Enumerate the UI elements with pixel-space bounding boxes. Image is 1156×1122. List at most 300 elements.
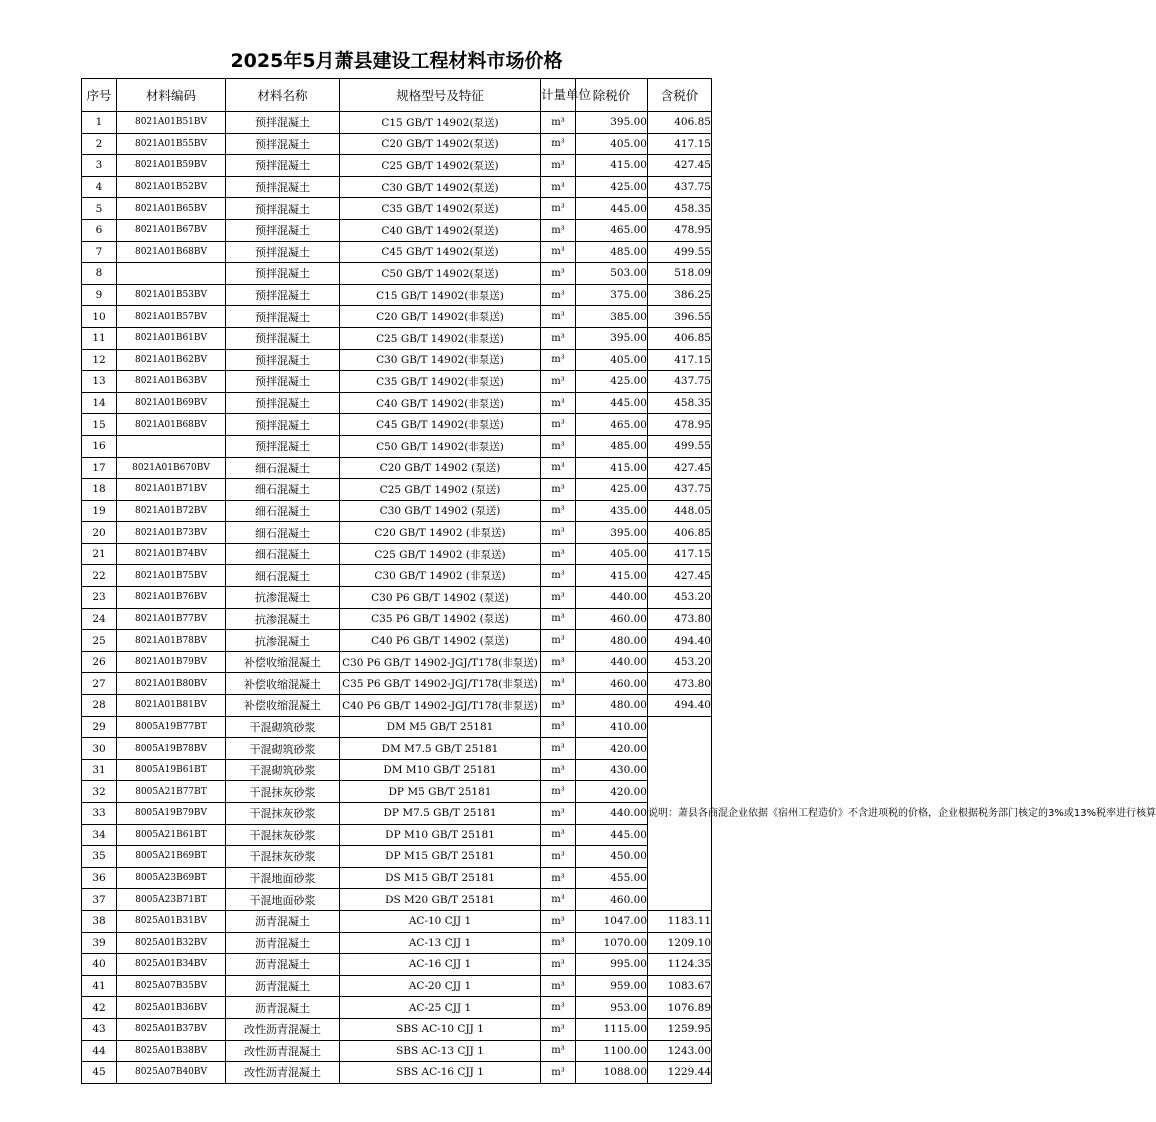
row-material-name: 预拌混凝土 — [226, 284, 340, 306]
table-row — [82, 392, 712, 414]
row-seq: 35 — [82, 846, 117, 868]
row-code: 8025A01B34BV — [117, 954, 226, 976]
row-price-ex: 460.00 — [576, 608, 648, 630]
row-price-ex: 450.00 — [576, 846, 648, 868]
row-seq: 18 — [82, 479, 117, 501]
table-row — [82, 306, 712, 328]
row-unit: m³ — [541, 759, 576, 781]
row-spec: C30 GB/T 14902 (非泵送) — [340, 565, 541, 587]
table-row — [82, 435, 712, 457]
row-unit: m³ — [541, 371, 576, 393]
table-row — [82, 500, 712, 522]
row-unit: m³ — [541, 479, 576, 501]
row-seq: 16 — [82, 435, 117, 457]
table-row — [82, 284, 712, 306]
row-price-ex: 410.00 — [576, 716, 648, 738]
row-code: 8021A01B67BV — [117, 219, 226, 241]
table-row — [82, 112, 712, 134]
row-code: 8021A01B62BV — [117, 349, 226, 371]
row-price-ex: 959.00 — [576, 975, 648, 997]
row-material-name: 补偿收缩混凝土 — [226, 673, 340, 695]
row-price-ex: 465.00 — [576, 219, 648, 241]
row-price-ex: 395.00 — [576, 112, 648, 134]
header-code: 材料编码 — [117, 79, 226, 112]
row-price-inc: 1259.95 — [648, 1018, 712, 1040]
row-unit: m³ — [541, 392, 576, 414]
row-price-inc: 473.80 — [648, 608, 712, 630]
row-code: 8021A01B81BV — [117, 695, 226, 717]
table-row — [82, 457, 712, 479]
table-row — [82, 975, 712, 997]
row-seq: 2 — [82, 133, 117, 155]
row-material-name: 预拌混凝土 — [226, 414, 340, 436]
row-price-ex: 445.00 — [576, 824, 648, 846]
row-spec: C45 GB/T 14902(非泵送) — [340, 414, 541, 436]
row-spec: DM M7.5 GB/T 25181 — [340, 738, 541, 760]
row-spec: C30 GB/T 14902 (泵送) — [340, 500, 541, 522]
row-code: 8021A01B69BV — [117, 392, 226, 414]
row-unit: m³ — [541, 500, 576, 522]
row-price-ex: 503.00 — [576, 263, 648, 285]
row-seq: 33 — [82, 803, 117, 825]
row-spec: C40 P6 GB/T 14902-JGJ/T178(非泵送) — [340, 695, 541, 717]
table-row — [82, 543, 712, 565]
row-code: 8021A01B65BV — [117, 198, 226, 220]
row-spec: C30 GB/T 14902(泵送) — [340, 176, 541, 198]
row-price-inc: 437.75 — [648, 479, 712, 501]
table-row — [82, 414, 712, 436]
row-price-ex: 415.00 — [576, 565, 648, 587]
row-price-inc: 499.55 — [648, 435, 712, 457]
row-seq: 3 — [82, 155, 117, 177]
row-price-ex: 995.00 — [576, 954, 648, 976]
table-row — [82, 997, 712, 1019]
row-code: 8025A01B31BV — [117, 910, 226, 932]
row-spec: C40 GB/T 14902(泵送) — [340, 219, 541, 241]
table-row — [82, 1062, 712, 1084]
row-price-ex: 460.00 — [576, 889, 648, 911]
row-price-inc: 1076.89 — [648, 997, 712, 1019]
row-price-inc: 478.95 — [648, 414, 712, 436]
row-spec: C30 P6 GB/T 14902-JGJ/T178(非泵送) — [340, 651, 541, 673]
row-spec: DS M20 GB/T 25181 — [340, 889, 541, 911]
row-spec: C40 GB/T 14902(非泵送) — [340, 392, 541, 414]
row-price-ex: 1100.00 — [576, 1040, 648, 1062]
row-unit: m³ — [541, 975, 576, 997]
row-material-name: 细石混凝土 — [226, 500, 340, 522]
row-seq: 45 — [82, 1062, 117, 1084]
row-price-ex: 445.00 — [576, 198, 648, 220]
row-material-name: 预拌混凝土 — [226, 176, 340, 198]
row-price-ex: 385.00 — [576, 306, 648, 328]
row-spec: C50 GB/T 14902(泵送) — [340, 263, 541, 285]
row-unit: m³ — [541, 457, 576, 479]
table-row — [82, 716, 712, 738]
row-material-name: 沥青混凝土 — [226, 954, 340, 976]
row-material-name: 抗渗混凝土 — [226, 587, 340, 609]
row-price-ex: 440.00 — [576, 803, 648, 825]
row-spec: C35 GB/T 14902(非泵送) — [340, 371, 541, 393]
row-material-name: 预拌混凝土 — [226, 371, 340, 393]
row-price-ex: 445.00 — [576, 392, 648, 414]
row-price-inc: 417.15 — [648, 543, 712, 565]
row-unit: m³ — [541, 932, 576, 954]
row-price-inc: 458.35 — [648, 198, 712, 220]
row-price-inc: 1243.00 — [648, 1040, 712, 1062]
row-spec: SBS AC-10 CJJ 1 — [340, 1018, 541, 1040]
table-row — [82, 846, 712, 868]
row-seq: 37 — [82, 889, 117, 911]
row-seq: 5 — [82, 198, 117, 220]
row-spec: C20 GB/T 14902(泵送) — [340, 133, 541, 155]
row-price-ex: 415.00 — [576, 457, 648, 479]
row-spec: DM M5 GB/T 25181 — [340, 716, 541, 738]
row-price-inc: 437.75 — [648, 371, 712, 393]
row-code: 8021A01B75BV — [117, 565, 226, 587]
row-seq: 13 — [82, 371, 117, 393]
row-seq: 36 — [82, 867, 117, 889]
row-spec: C30 P6 GB/T 14902 (泵送) — [340, 587, 541, 609]
row-spec: C20 GB/T 14902(非泵送) — [340, 306, 541, 328]
row-price-ex: 420.00 — [576, 781, 648, 803]
tax-note: 说明：萧县各商混企业依据《宿州工程造价》不含进项税的价格，企业根据税务部门核定的3%或13%税率进行核算 — [648, 716, 712, 910]
row-spec: C35 GB/T 14902(泵送) — [340, 198, 541, 220]
row-unit: m³ — [541, 349, 576, 371]
row-seq: 4 — [82, 176, 117, 198]
row-code: 8021A01B72BV — [117, 500, 226, 522]
row-seq: 42 — [82, 997, 117, 1019]
row-seq: 12 — [82, 349, 117, 371]
row-price-ex: 460.00 — [576, 673, 648, 695]
row-spec: DM M10 GB/T 25181 — [340, 759, 541, 781]
row-unit: m³ — [541, 1062, 576, 1084]
row-material-name: 沥青混凝土 — [226, 975, 340, 997]
row-code: 8021A01B68BV — [117, 414, 226, 436]
row-material-name: 抗渗混凝土 — [226, 608, 340, 630]
row-unit: m³ — [541, 997, 576, 1019]
row-price-ex: 455.00 — [576, 867, 648, 889]
row-unit: m³ — [541, 630, 576, 652]
row-price-inc: 494.40 — [648, 695, 712, 717]
row-material-name: 沥青混凝土 — [226, 910, 340, 932]
row-seq: 40 — [82, 954, 117, 976]
row-material-name: 改性沥青混凝土 — [226, 1040, 340, 1062]
row-price-ex: 440.00 — [576, 587, 648, 609]
row-seq: 44 — [82, 1040, 117, 1062]
row-material-name: 预拌混凝土 — [226, 349, 340, 371]
table-row — [82, 1040, 712, 1062]
row-unit: m³ — [541, 522, 576, 544]
row-spec: C15 GB/T 14902(泵送) — [340, 112, 541, 134]
row-code: 8021A01B77BV — [117, 608, 226, 630]
row-price-ex: 1115.00 — [576, 1018, 648, 1040]
row-code: 8005A21B61BT — [117, 824, 226, 846]
row-price-inc: 453.20 — [648, 587, 712, 609]
row-material-name: 抗渗混凝土 — [226, 630, 340, 652]
row-material-name: 干混砌筑砂浆 — [226, 738, 340, 760]
table-row — [82, 630, 712, 652]
row-price-ex: 375.00 — [576, 284, 648, 306]
row-seq: 19 — [82, 500, 117, 522]
row-material-name: 预拌混凝土 — [226, 133, 340, 155]
row-material-name: 预拌混凝土 — [226, 198, 340, 220]
row-unit: m³ — [541, 543, 576, 565]
row-material-name: 预拌混凝土 — [226, 306, 340, 328]
table-row — [82, 198, 712, 220]
row-code: 8005A19B78BV — [117, 738, 226, 760]
row-price-inc: 417.15 — [648, 349, 712, 371]
row-spec: C35 P6 GB/T 14902-JGJ/T178(非泵送) — [340, 673, 541, 695]
row-code: 8021A01B78BV — [117, 630, 226, 652]
row-code: 8025A01B32BV — [117, 932, 226, 954]
table-row — [82, 176, 712, 198]
row-spec: C45 GB/T 14902(泵送) — [340, 241, 541, 263]
row-spec: C25 GB/T 14902 (非泵送) — [340, 543, 541, 565]
table-row — [82, 759, 712, 781]
row-spec: AC-13 CJJ 1 — [340, 932, 541, 954]
row-price-ex: 485.00 — [576, 241, 648, 263]
row-unit: m³ — [541, 673, 576, 695]
row-price-ex: 440.00 — [576, 651, 648, 673]
row-seq: 32 — [82, 781, 117, 803]
row-spec: C30 GB/T 14902(非泵送) — [340, 349, 541, 371]
table-row — [82, 349, 712, 371]
row-material-name: 细石混凝土 — [226, 479, 340, 501]
row-price-inc: 1229.44 — [648, 1062, 712, 1084]
row-code: 8021A01B63BV — [117, 371, 226, 393]
row-price-inc: 427.45 — [648, 457, 712, 479]
row-spec: C25 GB/T 14902 (泵送) — [340, 479, 541, 501]
row-spec: DP M7.5 GB/T 25181 — [340, 803, 541, 825]
row-code: 8005A19B61BT — [117, 759, 226, 781]
row-code: 8005A21B77BT — [117, 781, 226, 803]
row-unit: m³ — [541, 112, 576, 134]
row-price-ex: 485.00 — [576, 435, 648, 457]
row-price-inc: 458.35 — [648, 392, 712, 414]
row-material-name: 细石混凝土 — [226, 565, 340, 587]
table-row — [82, 263, 712, 285]
row-seq: 38 — [82, 910, 117, 932]
row-unit: m³ — [541, 651, 576, 673]
row-spec: SBS AC-16 CJJ 1 — [340, 1062, 541, 1084]
header-name: 材料名称 — [226, 79, 340, 112]
row-spec: C20 GB/T 14902 (泵送) — [340, 457, 541, 479]
row-price-inc: 494.40 — [648, 630, 712, 652]
table-row — [82, 608, 712, 630]
row-unit: m³ — [541, 176, 576, 198]
row-code: 8021A01B55BV — [117, 133, 226, 155]
row-seq: 25 — [82, 630, 117, 652]
row-price-inc: 453.20 — [648, 651, 712, 673]
row-material-name: 干混砌筑砂浆 — [226, 716, 340, 738]
row-seq: 15 — [82, 414, 117, 436]
table-row — [82, 587, 712, 609]
row-spec: AC-20 CJJ 1 — [340, 975, 541, 997]
row-code: 8021A01B52BV — [117, 176, 226, 198]
row-price-inc: 417.15 — [648, 133, 712, 155]
row-code: 8005A23B69BT — [117, 867, 226, 889]
table-row — [82, 910, 712, 932]
table-row — [82, 565, 712, 587]
row-seq: 11 — [82, 327, 117, 349]
row-seq: 29 — [82, 716, 117, 738]
table-row — [82, 327, 712, 349]
row-code: 8021A01B670BV — [117, 457, 226, 479]
row-unit: m³ — [541, 846, 576, 868]
row-price-ex: 405.00 — [576, 133, 648, 155]
row-unit: m³ — [541, 198, 576, 220]
row-code: 8021A01B51BV — [117, 112, 226, 134]
row-material-name: 干混抹灰砂浆 — [226, 846, 340, 868]
row-seq: 10 — [82, 306, 117, 328]
row-spec: DP M5 GB/T 25181 — [340, 781, 541, 803]
row-price-ex: 425.00 — [576, 479, 648, 501]
row-material-name: 预拌混凝土 — [226, 263, 340, 285]
row-spec: C25 GB/T 14902(非泵送) — [340, 327, 541, 349]
table-row — [82, 371, 712, 393]
row-unit: m³ — [541, 587, 576, 609]
row-code: 8021A01B61BV — [117, 327, 226, 349]
row-price-ex: 395.00 — [576, 327, 648, 349]
table-row — [82, 219, 712, 241]
row-price-ex: 405.00 — [576, 543, 648, 565]
row-price-inc: 448.05 — [648, 500, 712, 522]
page-title: 2025年5月萧县建设工程材料市场价格 — [230, 50, 563, 72]
table-row — [82, 889, 712, 911]
table-row — [82, 932, 712, 954]
row-price-inc: 478.95 — [648, 219, 712, 241]
row-price-inc: 386.25 — [648, 284, 712, 306]
row-seq: 17 — [82, 457, 117, 479]
row-price-inc: 473.80 — [648, 673, 712, 695]
row-unit: m³ — [541, 889, 576, 911]
row-unit: m³ — [541, 910, 576, 932]
table-row — [82, 522, 712, 544]
row-spec: DS M15 GB/T 25181 — [340, 867, 541, 889]
row-price-inc: 427.45 — [648, 565, 712, 587]
row-seq: 23 — [82, 587, 117, 609]
row-price-ex: 425.00 — [576, 371, 648, 393]
row-unit: m³ — [541, 824, 576, 846]
row-code: 8021A01B73BV — [117, 522, 226, 544]
row-spec: C15 GB/T 14902(非泵送) — [340, 284, 541, 306]
row-spec: C50 GB/T 14902(非泵送) — [340, 435, 541, 457]
row-unit: m³ — [541, 1018, 576, 1040]
row-code: 8021A01B76BV — [117, 587, 226, 609]
row-code: 8021A01B59BV — [117, 155, 226, 177]
row-spec: AC-16 CJJ 1 — [340, 954, 541, 976]
row-unit: m³ — [541, 155, 576, 177]
row-price-inc: 1209.10 — [648, 932, 712, 954]
row-material-name: 预拌混凝土 — [226, 392, 340, 414]
row-price-inc: 1183.11 — [648, 910, 712, 932]
row-spec: C25 GB/T 14902(泵送) — [340, 155, 541, 177]
row-unit: m³ — [541, 284, 576, 306]
row-spec: AC-10 CJJ 1 — [340, 910, 541, 932]
row-unit: m³ — [541, 327, 576, 349]
row-seq: 24 — [82, 608, 117, 630]
row-price-ex: 1047.00 — [576, 910, 648, 932]
row-seq: 14 — [82, 392, 117, 414]
row-price-ex: 420.00 — [576, 738, 648, 760]
row-price-ex: 415.00 — [576, 155, 648, 177]
row-code — [117, 263, 226, 285]
row-price-inc: 437.75 — [648, 176, 712, 198]
row-spec: C20 GB/T 14902 (非泵送) — [340, 522, 541, 544]
header-seq: 序号 — [82, 79, 117, 112]
row-spec: C40 P6 GB/T 14902 (泵送) — [340, 630, 541, 652]
row-price-inc: 427.45 — [648, 155, 712, 177]
row-material-name: 改性沥青混凝土 — [226, 1018, 340, 1040]
table-body — [82, 112, 1156, 1084]
row-unit: m³ — [541, 716, 576, 738]
row-unit: m³ — [541, 435, 576, 457]
row-spec: AC-25 CJJ 1 — [340, 997, 541, 1019]
row-spec: C35 P6 GB/T 14902 (泵送) — [340, 608, 541, 630]
table-row — [82, 867, 712, 889]
row-code: 8021A01B74BV — [117, 543, 226, 565]
row-unit: m³ — [541, 781, 576, 803]
row-price-inc: 406.85 — [648, 327, 712, 349]
price-table — [81, 78, 1156, 1084]
row-seq: 30 — [82, 738, 117, 760]
table-row — [82, 738, 712, 760]
row-unit: m³ — [541, 133, 576, 155]
row-unit: m³ — [541, 867, 576, 889]
row-code: 8005A23B71BT — [117, 889, 226, 911]
row-seq: 39 — [82, 932, 117, 954]
row-seq: 26 — [82, 651, 117, 673]
row-unit: m³ — [541, 1040, 576, 1062]
row-material-name: 干混地面砂浆 — [226, 867, 340, 889]
row-material-name: 预拌混凝土 — [226, 435, 340, 457]
row-code: 8025A01B38BV — [117, 1040, 226, 1062]
row-code: 8021A01B53BV — [117, 284, 226, 306]
row-code: 8021A01B68BV — [117, 241, 226, 263]
row-price-inc: 1124.35 — [648, 954, 712, 976]
row-price-inc: 396.55 — [648, 306, 712, 328]
row-material-name: 补偿收缩混凝土 — [226, 695, 340, 717]
row-material-name: 干混砌筑砂浆 — [226, 759, 340, 781]
table-row — [82, 1018, 712, 1040]
row-code: 8025A07B40BV — [117, 1062, 226, 1084]
row-unit: m³ — [541, 263, 576, 285]
row-code: 8005A21B69BT — [117, 846, 226, 868]
row-unit: m³ — [541, 219, 576, 241]
row-code: 8025A01B36BV — [117, 997, 226, 1019]
table-row — [82, 824, 712, 846]
row-price-ex: 405.00 — [576, 349, 648, 371]
row-price-ex: 395.00 — [576, 522, 648, 544]
row-price-ex: 465.00 — [576, 414, 648, 436]
row-material-name: 细石混凝土 — [226, 457, 340, 479]
row-seq: 1 — [82, 112, 117, 134]
header-price-inc: 含税价 — [648, 79, 712, 112]
row-seq: 41 — [82, 975, 117, 997]
row-code — [117, 435, 226, 457]
row-unit: m³ — [541, 954, 576, 976]
row-seq: 34 — [82, 824, 117, 846]
header-unit: 计量单位 — [541, 79, 576, 112]
table-row — [82, 781, 712, 803]
row-material-name: 预拌混凝土 — [226, 327, 340, 349]
row-seq: 31 — [82, 759, 117, 781]
row-price-ex: 480.00 — [576, 695, 648, 717]
row-price-ex: 953.00 — [576, 997, 648, 1019]
row-unit: m³ — [541, 695, 576, 717]
row-code: 8005A19B79BV — [117, 803, 226, 825]
row-seq: 27 — [82, 673, 117, 695]
